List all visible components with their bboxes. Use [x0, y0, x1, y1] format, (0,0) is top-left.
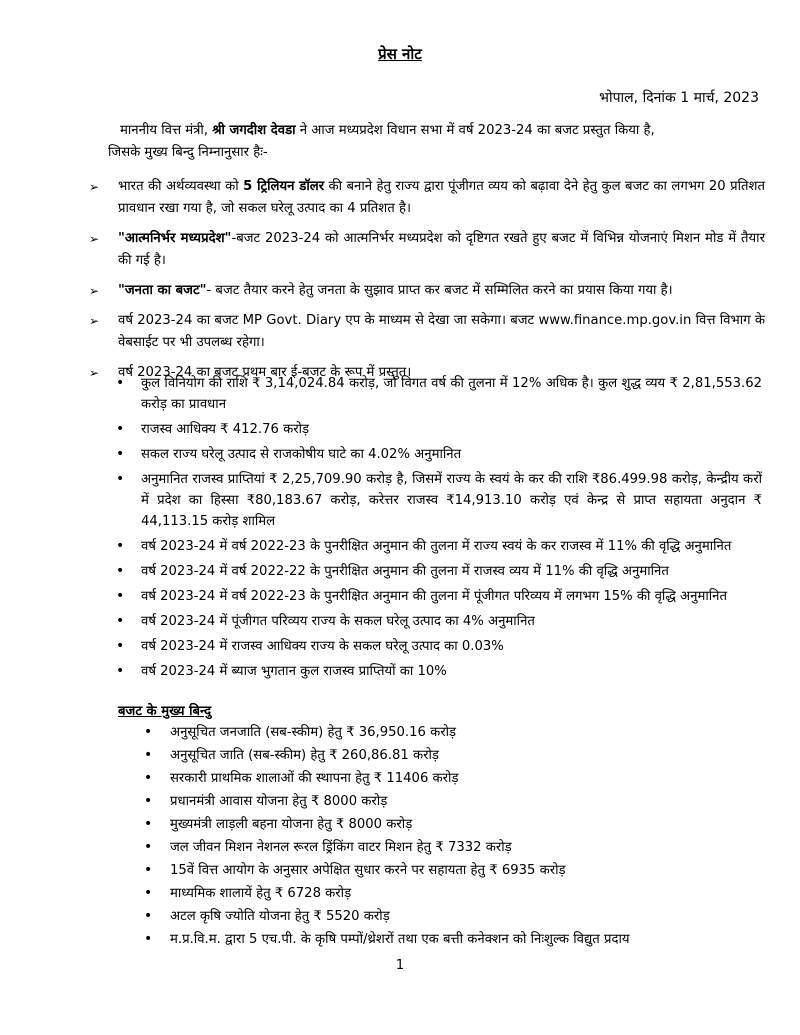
- minister-name: श्री जगदीश देवडा: [212, 123, 296, 138]
- list-item-text: अटल कृषि ज्योति योजना हेतु ₹ 5520 करोड़: [170, 909, 390, 924]
- list-item-text: राजस्व आधिक्य ₹ 412.76 करोड़: [141, 422, 310, 437]
- list-item: [140, 929, 760, 950]
- list-item-text: जल जीवन मिशन नेशनल रूरल ड्रिंकिंग वाटर मिशन हेतु ₹ 7332 करोड़: [170, 840, 512, 855]
- bullet-dot-icon: •: [144, 816, 153, 832]
- key-points-list: [85, 176, 765, 392]
- list-item-text: सरकारी प्राथमिक शालाओं की स्थापना हेतु ₹ 11406 करोड़: [170, 771, 459, 786]
- list-item: [140, 791, 760, 812]
- list-item: [140, 906, 760, 927]
- key-point-bold: 5 ट्रिलियन डॉलर: [243, 179, 325, 194]
- key-point-bold: "आत्मनिर्भर मध्यप्रदेश": [118, 231, 232, 246]
- key-point: [85, 176, 765, 220]
- intro-part2: ने आज मध्यप्रदेश विधान सभा में वर्ष 2023-24 का बजट प्रस्तुत किया है,: [295, 123, 655, 138]
- key-point-text: वर्ष 2023-24 का बजट MP Govt. Diary एप के माध्यम से देखा जा सकेगा। बजट www.finance.mp.gov.in वित्त विभाग के वेबसाईट पर भी उपलब्ध रहेगा।: [118, 313, 765, 350]
- list-item-text: वर्ष 2023-24 में ब्याज भुगतान कुल राजस्व प्राप्तियों का 10%: [141, 664, 447, 679]
- arrow-bullet-icon: ➢: [89, 314, 100, 328]
- key-point-text: की बनाने हेतु राज्य द्वारा पूंजीगत व्यय को बढ़ावा देने हेतु कुल बजट का लगभग 20 प्रतिशत प्रावधान रखा गया है, जो सकल घरेलू उत्पाद का 4 प्रतिशत है।: [118, 179, 765, 216]
- intro-line2: जिसके मुख्य बिन्दु निम्नानुसार हैः-: [108, 145, 268, 160]
- bullet-dot-icon: •: [116, 663, 125, 679]
- list-item-text: कुल विनियोग की राशि ₹ 3,14,024.84 करोड़, जो विगत वर्ष की तुलना में 12% अधिक है। कुल शुद्ध व्यय ₹ 2,81,553.62 करोड़ का प्रावधान: [141, 376, 762, 412]
- list-item: [140, 883, 760, 904]
- list-item: [112, 536, 762, 557]
- bullet-dot-icon: •: [116, 375, 125, 391]
- bullet-dot-icon: •: [144, 862, 153, 878]
- list-item-text: वर्ष 2023-24 में पूंजीगत परिव्यय राज्य के सकल घरेलू उत्पाद का 4% अनुमानित: [141, 614, 535, 629]
- page-title-text: प्रेस नोट: [378, 45, 422, 63]
- intro-paragraph: [108, 120, 760, 164]
- list-item-text: सकल राज्य घरेलू उत्पाद से राजकोषीय घाटे का 4.02% अनुमानित: [141, 447, 462, 462]
- list-item: [140, 860, 760, 881]
- bullet-dot-icon: •: [144, 931, 153, 947]
- list-item-text: अनुसूचित जनजाति (सब-स्कीम) हेतु ₹ 36,950.16 करोड़: [170, 725, 457, 740]
- bullet-dot-icon: •: [144, 724, 153, 740]
- bullet-dot-icon: •: [144, 747, 153, 763]
- list-item-text: अनुमानित राजस्व प्राप्तियां ₹ 2,25,709.90 करोड़ है, जिसमें राज्य के स्वयं के कर की राशि ₹86.499.98 करोड़, केन्द्रीय करों में प्रदेश का हिस्सा ₹80,183.67 करोड़, करेत्तर राजस्व ₹14,913.10 करोड़ एवं केन्द्र से प्राप्त सहायता अनुदान ₹ 44,113.15 करोड़ शामिल: [141, 472, 762, 529]
- bullet-dot-icon: •: [116, 421, 125, 437]
- list-item-text: मुख्यमंत्री लाड़ली बहना योजना हेतु ₹ 8000 करोड़: [170, 817, 413, 832]
- list-item: [112, 561, 762, 582]
- bullet-dot-icon: •: [116, 588, 125, 604]
- bullet-dot-icon: •: [116, 446, 125, 462]
- list-item: [112, 661, 762, 682]
- list-item: [112, 419, 762, 440]
- budget-highlights-list: [140, 722, 760, 952]
- key-point: [85, 228, 765, 272]
- list-item: [112, 373, 762, 415]
- list-item-text: वर्ष 2023-24 में वर्ष 2022-23 के पुनरीक्षित अनुमान की तुलना में राज्य स्वयं के कर राजस्व में 11% की वृद्धि अनुमानित: [141, 539, 732, 554]
- bullet-dot-icon: •: [144, 885, 153, 901]
- list-item-text: माध्यमिक शालायें हेतु ₹ 6728 करोड़: [170, 886, 352, 901]
- key-point-text: वर्ष 2023-24 का बजट प्रथम बार ई-बजट के रूप में प्रस्तुत।: [118, 365, 412, 380]
- list-item: [112, 444, 762, 465]
- key-point-text: भारत की अर्थव्यवस्था को: [118, 179, 244, 194]
- list-item-text: अनुसूचित जाति (सब-स्कीम) हेतु ₹ 260,86.81 करोड़: [170, 748, 439, 763]
- arrow-bullet-icon: ➢: [89, 284, 100, 298]
- list-item-text: वर्ष 2023-24 में वर्ष 2022-23 के पुनरीक्षित अनुमान की तुलना में पूंजीगत परिव्यय में लगभग 15% की वृद्धि अनुमानित: [141, 589, 727, 604]
- list-item-text: म.प्र.वि.म. द्वारा 5 एच.पी. के कृषि पम्पों/थ्रेशरों तथा एक बत्ती कनेक्शन को निःशुल्क विद्युत प्रदाय: [170, 932, 630, 947]
- key-point: [85, 310, 765, 354]
- e-budget-details-list: [112, 373, 762, 686]
- arrow-bullet-icon: ➢: [89, 232, 100, 246]
- bullet-dot-icon: •: [116, 613, 125, 629]
- page-number: 1: [395, 958, 405, 973]
- key-point-bold: "जनता का बजट": [118, 283, 207, 298]
- list-item: [140, 722, 760, 743]
- page-title: [0, 44, 800, 64]
- list-item-text: वर्ष 2023-24 में राजस्व आधिक्य राज्य के सकल घरेलू उत्पाद का 0.03%: [141, 639, 504, 654]
- list-item: [140, 745, 760, 766]
- list-item-text: 15वें वित्त आयोग के अनुसार अपेक्षित सुधार करने पर सहायता हेतु ₹ 6935 करोड़: [170, 863, 566, 878]
- key-point-text: -बजट 2023-24 को आत्मनिर्भर मध्यप्रदेश को दृष्टिगत रखते हुए बजट में विभिन्न योजनाएं मिशन मोड में तैयार की गई है।: [118, 231, 765, 268]
- list-item: [112, 469, 762, 532]
- list-item-text: वर्ष 2023-24 में वर्ष 2022-22 के पुनरीक्षित अनुमान की तुलना में राजस्व व्यय में 11% की वृद्धि अनुमानित: [141, 564, 669, 579]
- intro-part1: माननीय वित्त मंत्री,: [120, 123, 213, 138]
- bullet-dot-icon: •: [144, 908, 153, 924]
- bullet-dot-icon: •: [116, 471, 125, 487]
- arrow-bullet-icon: ➢: [89, 366, 100, 380]
- list-item: [140, 814, 760, 835]
- bullet-dot-icon: •: [116, 563, 125, 579]
- budget-highlights-heading: बजट के मुख्य बिन्दु: [118, 704, 212, 719]
- list-item: [112, 586, 762, 607]
- list-item: [140, 837, 760, 858]
- bullet-dot-icon: •: [116, 638, 125, 654]
- list-item: [140, 768, 760, 789]
- key-point: [85, 280, 765, 302]
- key-point-text: - बजट तैयार करने हेतु जनता के सुझाव प्राप्त कर बजट में सम्मिलित करने का प्रयास किया गया है।: [206, 283, 673, 298]
- list-item-text: प्रधानमंत्री आवास योजना हेतु ₹ 8000 करोड़: [170, 794, 388, 809]
- bullet-dot-icon: •: [144, 839, 153, 855]
- bullet-dot-icon: •: [144, 793, 153, 809]
- dateline: भोपाल, दिनांक 1 मार्च, 2023: [599, 90, 759, 106]
- list-item: [112, 636, 762, 657]
- list-item: [112, 611, 762, 632]
- bullet-dot-icon: •: [116, 538, 125, 554]
- bullet-dot-icon: •: [144, 770, 153, 786]
- arrow-bullet-icon: ➢: [89, 180, 100, 194]
